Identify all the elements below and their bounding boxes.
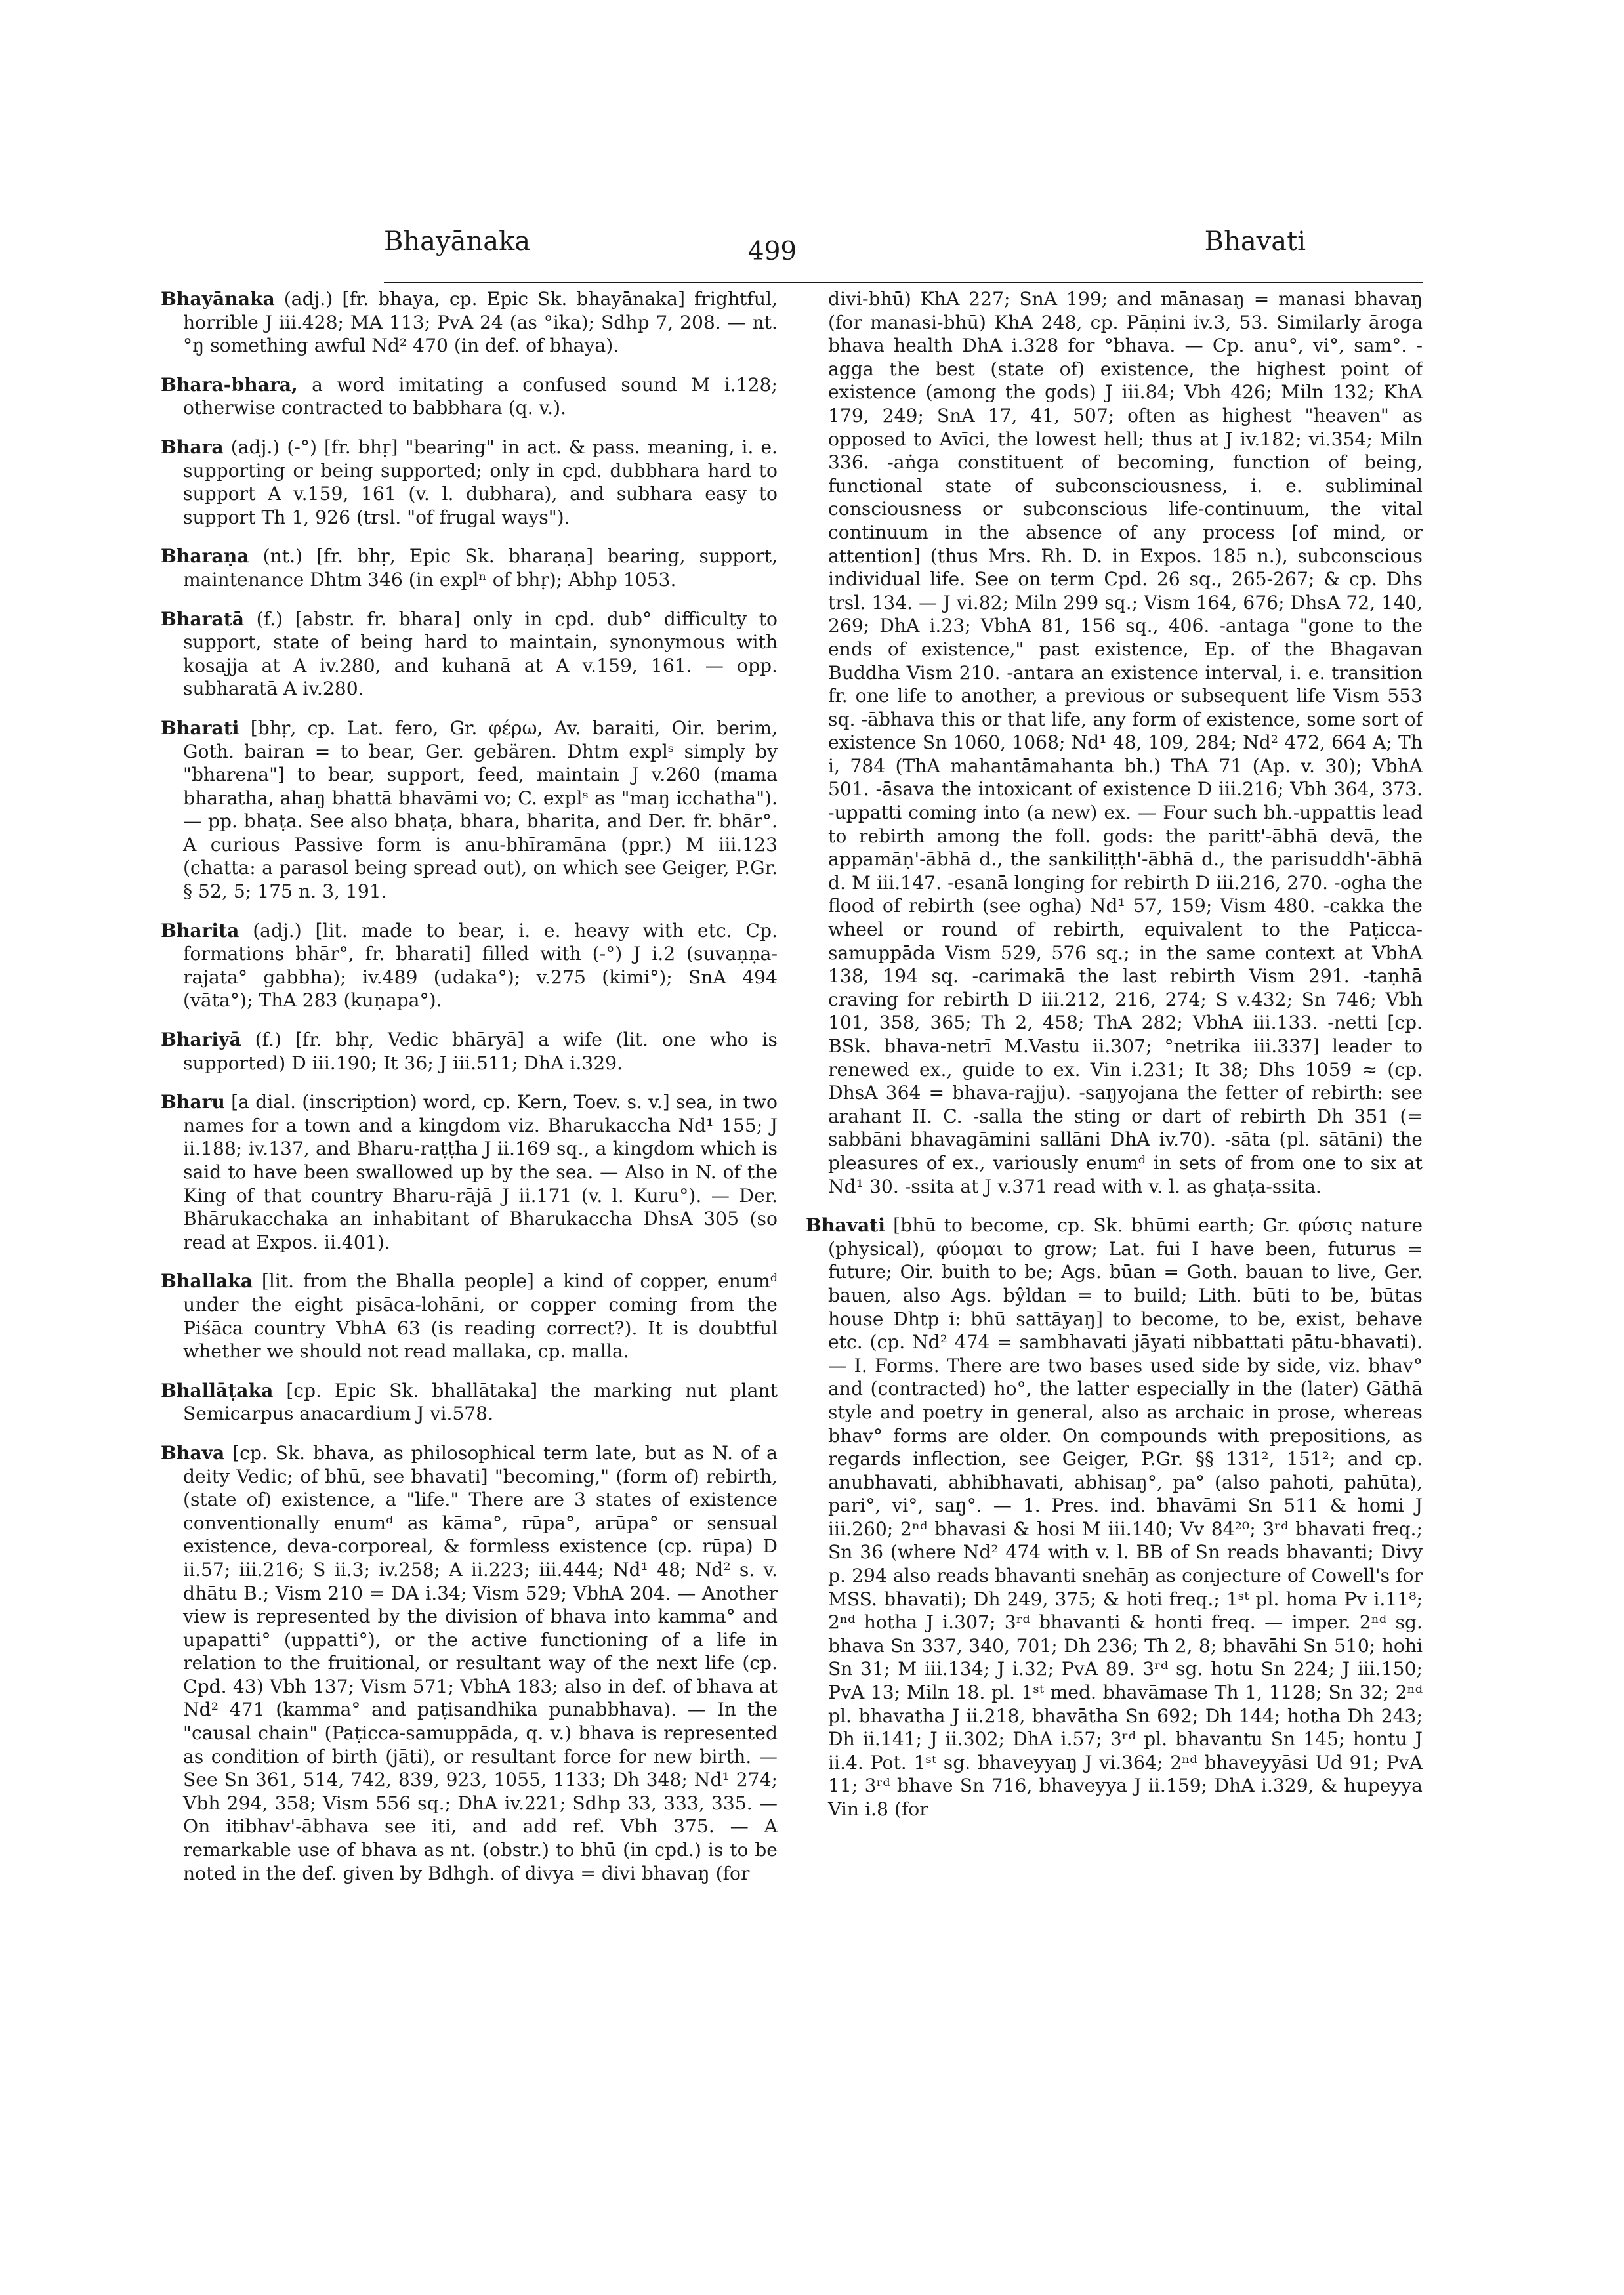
entry-headword: Bhara-bhara, xyxy=(161,373,298,396)
entry-headword: Bharatā xyxy=(161,608,244,630)
entry-headword: Bhava xyxy=(161,1441,225,1464)
entry-headword: Bhara xyxy=(161,436,224,458)
entry-text: [a dial. (inscription) word, cp. Kern, Toev. s. v.] sea, in two names for a town and a kingdom viz. Bharukaccha Nd¹ 155; J ii.188; iv.137, and Bharu-raṭṭha J ii.169 sq., a kingdom which is said to have been swallowed up by the sea. — Also in N. of the King of that country Bharu-rājā J ii.171 (v. l. Kuru°). — Der. Bhārukacchaka an inhabitant of Bharukaccha DhsA 305 (so read at Expos. ii.401). xyxy=(183,1091,778,1253)
dictionary-entry xyxy=(806,1214,1423,1821)
entry-headword: Bhariyā xyxy=(161,1029,241,1051)
dictionary-entry xyxy=(161,1028,778,1075)
entry-text: (adj.) [fr. bhaya, cp. Epic Sk. bhayānaka] frightful, horrible J iii.428; MA 113; PvA 24 (as °ika); Sdhp 7, 208. — nt. °ŋ something awful Nd² 470 (in def. of bhaya). xyxy=(183,288,778,357)
entry-text: [cp. Sk. bhava, as philosophical term late, but as N. of a deity Vedic; of bhū, see bhavati] "becoming," (form of) rebirth, (state of) existence, a "life." There are 3 states of existence conventionally enumᵈ as kāma°, rūpa°, arūpa° or sensual existence, deva-corporeal, & formless existence (cp. rūpa) D ii.57; iii.216; S ii.3; iv.258; A ii.223; iii.444; Nd¹ 48; Nd² s. v. dhātu B.; Vism 210 = DA i.34; Vism 529; VbhA 204. — Another view is represented by the division of bhava into kamma° and upapatti° (uppatti°), or the active functioning of a life in relation to the fruitional, or resultant way of the next life (cp. Cpd. 43) Vbh 137; Vism 571; VbhA 183; also in def. of bhava at Nd² 471 (kamma° and paṭisandhika punabbhava). — In the "causal chain" (Paṭicca-samuppāda, q. v.) bhava is represented as condition of birth (jāti), or resultant force for new birth. — See Sn 361, 514, 742, 839, 923, 1055, 1133; Dh 348; Nd¹ 274; Vbh 294, 358; Vism 556 sq.; DhA iv.221; Sdhp 33, 333, 335. — On itibhav'-ābhava see iti, and add ref. Vbh 375. — A remarkable use of bhava as nt. (obstr.) to bhū (in cpd.) is to be noted in the def. given by Bdhgh. of divya = divi bhavaŋ (for xyxy=(183,1441,778,1884)
entry-text: (f.) [abstr. fr. bhara] only in cpd. dub° difficulty to support, state of being hard to maintain, synonymous with kosajja at A iv.280, and kuhanā at A v.159, 161. — opp. subharatā A iv.280. xyxy=(183,608,778,700)
dictionary-entry xyxy=(161,919,778,1012)
entry-headword: Bhayānaka xyxy=(161,288,275,310)
header-first-headword: Bhayānaka xyxy=(384,226,531,257)
dictionary-entry xyxy=(161,608,778,701)
dictionary-entry xyxy=(161,1441,778,1885)
dictionary-entry xyxy=(161,545,778,591)
right-column xyxy=(806,287,1423,2243)
entry-text: [cp. Epic Sk. bhallātaka] the marking nut plant Semicarpus anacardium J vi.578. xyxy=(183,1379,778,1425)
entry-text: [bhū to become, cp. Sk. bhūmi earth; Gr. φύσις nature (physical), φύομαι to grow; Lat. fui I have been, futurus = future; Oir. buith to be; Ags. būan = Goth. bauan to live, Ger. bauen, also Ags. bŷldan = to build; Lith. būti to be, būtas house Dhtp i: bhū sattāyaŋ] to become, to be, exist, behave etc. (cp. Nd² 474 = sambhavati jāyati nibbattati pātu-bhavati). — I. Forms. There are two bases used side by side, viz. bhav° and (contracted) ho°, the latter especially in the (later) Gāthā style and poetry in general, also as archaic in prose, whereas bhav° forms are older. On compounds with prepositions, as regards inflection, see Geiger, P.Gr. §§ 131², 151²; and cp. anubhavati, abhibhavati, abhisaŋ°, pa° (also pahoti, pahūta), pari°, vi°, saŋ°. — 1. Pres. ind. bhavāmi Sn 511 & homi J iii.260; 2ⁿᵈ bhavasi & hosi M iii.140; Vv 84²⁰; 3ʳᵈ bhavati freq.; Sn 36 (where Nd² 474 with v. l. BB of Sn reads bhavanti; Divy p. 294 also reads bhavanti snehāŋ as conjecture of Cowell's for MSS. bhavati); Dh 249, 375; & hoti freq.; 1ˢᵗ pl. homa Pv i.11⁸; 2ⁿᵈ hotha J i.307; 3ʳᵈ bhavanti & honti freq. — imper. 2ⁿᵈ sg. bhava Sn 337, 340, 701; Dh 236; Th 2, 8; bhavāhi Sn 510; hohi Sn 31; M iii.134; J i.32; PvA 89. 3ʳᵈ sg. hotu Sn 224; J iii.150; PvA 13; Miln 18. pl. 1ˢᵗ med. bhavāmase Th 1, 1128; Sn 32; 2ⁿᵈ pl. bhavatha J ii.218, bhavātha Sn 692; Dh 144; hotha Dh 243; Dh ii.141; J ii.302; DhA i.57; 3ʳᵈ pl. bhavantu Sn 145; hontu J ii.4. Pot. 1ˢᵗ sg. bhaveyyaŋ J vi.364; 2ⁿᵈ bhaveyyāsi Ud 91; PvA 11; 3ʳᵈ bhave Sn 716, bhaveyya J ii.159; DhA i.329, & hupeyya Vin i.8 (for xyxy=(828,1214,1423,1820)
dictionary-entry xyxy=(161,1090,778,1254)
dictionary-entry xyxy=(161,716,778,903)
entry-text: (nt.) [fr. bhṛ, Epic Sk. bharaṇa] bearing, support, maintenance Dhtm 346 (in explⁿ of bhṛ); Abhp 1053. xyxy=(183,545,778,590)
entry-headword: Bharita xyxy=(161,919,239,941)
entry-text: (adj.) (-°) [fr. bhṛ] "bearing" in act. & pass. meaning, i. e. supporting or being supported; only in cpd. dubbhara hard to support A v.159, 161 (v. l. dubhara), and subhara easy to support Th 1, 926 (trsl. "of frugal ways"). xyxy=(183,436,778,528)
entry-text: [bhṛ, cp. Lat. fero, Gr. φέρω, Av. baraiti, Oir. berim, Goth. bairan = to bear, Ger. gebären. Dhtm explˢ simply by "bharena"] to bear, support, feed, maintain J v.260 (mama bharatha, ahaŋ bhattā bhavāmi vo; C. explˢ as "maŋ icchatha"). — pp. bhaṭa. See also bhaṭa, bhara, bharita, and Der. fr. bhār°. A curious Passive form is anu-bhīramāna (ppr.) M iii.123 (chatta: a parasol being spread out), on which see Geiger, P.Gr. § 52, 5; 175 n. 3, 191. xyxy=(183,716,778,903)
running-header xyxy=(384,226,1306,266)
entry-text: [lit. from the Bhalla people] a kind of copper, enumᵈ under the eight pisāca-lohāni, or copper coming from the Piśāca country VbhA 63 (is reading correct?). It is doubtful whether we should not read mallaka, cp. malla. xyxy=(183,1270,778,1363)
entry-headword: Bharu xyxy=(161,1091,225,1113)
dictionary-entry xyxy=(161,287,778,358)
header-last-headword: Bhavati xyxy=(1204,226,1306,257)
entry-headword: Bhallaka xyxy=(161,1270,253,1292)
entry-text: (adj.) [lit. made to bear, i. e. heavy with etc. Cp. formations bhār°, fr. bharati] filled with (-°) J i.2 (suvaṇṇa-rajata° gabbha); iv.489 (udaka°); v.275 (kimi°); SnA 494 (vāta°); ThA 283 (kuṇapa°). xyxy=(183,919,778,1012)
header-rule xyxy=(384,282,1423,283)
entry-headword: Bharaṇa xyxy=(161,545,249,568)
entry-text: a word imitating a confused sound M i.128; otherwise contracted to babbhara (q. v.). xyxy=(183,373,778,419)
dictionary-entry xyxy=(161,373,778,420)
dictionary-entry xyxy=(806,287,1423,1198)
dictionary-entry xyxy=(161,1379,778,1426)
page-number: 499 xyxy=(747,237,797,266)
entry-headword: Bhavati xyxy=(806,1214,885,1237)
left-column xyxy=(161,287,778,2243)
entry-headword: Bharati xyxy=(161,716,239,739)
entry-headword: Bhallāṭaka xyxy=(161,1379,274,1401)
entry-text: (f.) [fr. bhṛ, Vedic bhāryā] a wife (lit. one who is supported) D iii.190; It 36; J iii.511; DhA i.329. xyxy=(183,1029,778,1074)
entry-text: divi-bhū) KhA 227; SnA 199; and mānasaŋ = manasi bhavaŋ (for manasi-bhū) KhA 248, cp. Pāṇini iv.3, 53. Similarly āroga bhava health DhA i.328 for °bhava. — Cp. anu°, vi°, sam°. -agga the best (state of) existence, the highest point of existence (among the gods) J iii.84; Vbh 426; Miln 132; KhA 179, 249; SnA 17, 41, 507; often as highest "heaven" as opposed to Avīci, the lowest hell; thus at J iv.182; vi.354; Miln 336. -aṅga constituent of becoming, function of being, functional state of subconsciousness, i. e. subliminal consciousness or subconscious life-continuum, the vital continuum in the absence of any process [of mind, or attention] (thus Mrs. Rh. D. in Expos. 185 n.), subconscious individual life. See on term Cpd. 26 sq., 265-267; & cp. Dhs trsl. 134. — J vi.82; Miln 299 sq.; Vism 164, 676; DhsA 72, 140, 269; DhA i.23; VbhA 81, 156 sq., 406. -antaga "gone to the ends of existence," past existence, Ep. of the Bhagavan Buddha Vism 210. -antara an existence interval, i. e. transition fr. one life to another, a previous or subsequent life Vism 553 sq. -ābhava this or that life, any form of existence, some sort of existence Sn 1060, 1068; Nd¹ 48, 109, 284; Nd² 472, 664 A; Th i, 784 (ThA mahantāmahanta bh.) ThA 71 (Ap. v. 30); VbhA 501. -āsava the intoxicant of existence D iii.216; Vbh 364, 373. -uppatti coming into (a new) ex. — Four such bh.-uppattis lead to rebirth among the foll. gods: the paritt'-ābhā devā, the appamāṇ'-ābhā d., the sankiliṭṭh'-ābhā d., the parisuddh'-ābhā d. M iii.147. -esanā longing for rebirth D iii.216, 270. -ogha the flood of rebirth (see ogha) Nd¹ 57, 159; Vism 480. -cakka the wheel or round of rebirth, equivalent to the Paṭicca-samuppāda Vism 529, 576 sq.; in the same context at VbhA 138, 194 sq. -carimakā the last rebirth Vism 291. -taṇhā craving for rebirth D iii.212, 216, 274; S v.432; Sn 746; Vbh 101, 358, 365; Th 2, 458; ThA 282; VbhA iii.133. -netti [cp. BSk. bhava-netrī M.Vastu ii.307; °netrika iii.337] leader to renewed ex., guide to ex. Vin i.231; It 38; Dhs 1059 ≈ (cp. DhsA 364 = bhava-rajju). -saŋyojana the fetter of rebirth: see arahant II. C. -salla the sting or dart of rebirth Dh 351 (= sabbāni bhavagāmini sallāni DhA iv.70). -sāta (pl. sātāni) the pleasures of ex., variously enumᵈ in sets of from one to six at Nd¹ 30. -ssita at J v.371 read with v. l. as ghaṭa-ssita. xyxy=(828,288,1423,1197)
dictionary-entry xyxy=(161,436,778,529)
dictionary-entry xyxy=(161,1270,778,1363)
